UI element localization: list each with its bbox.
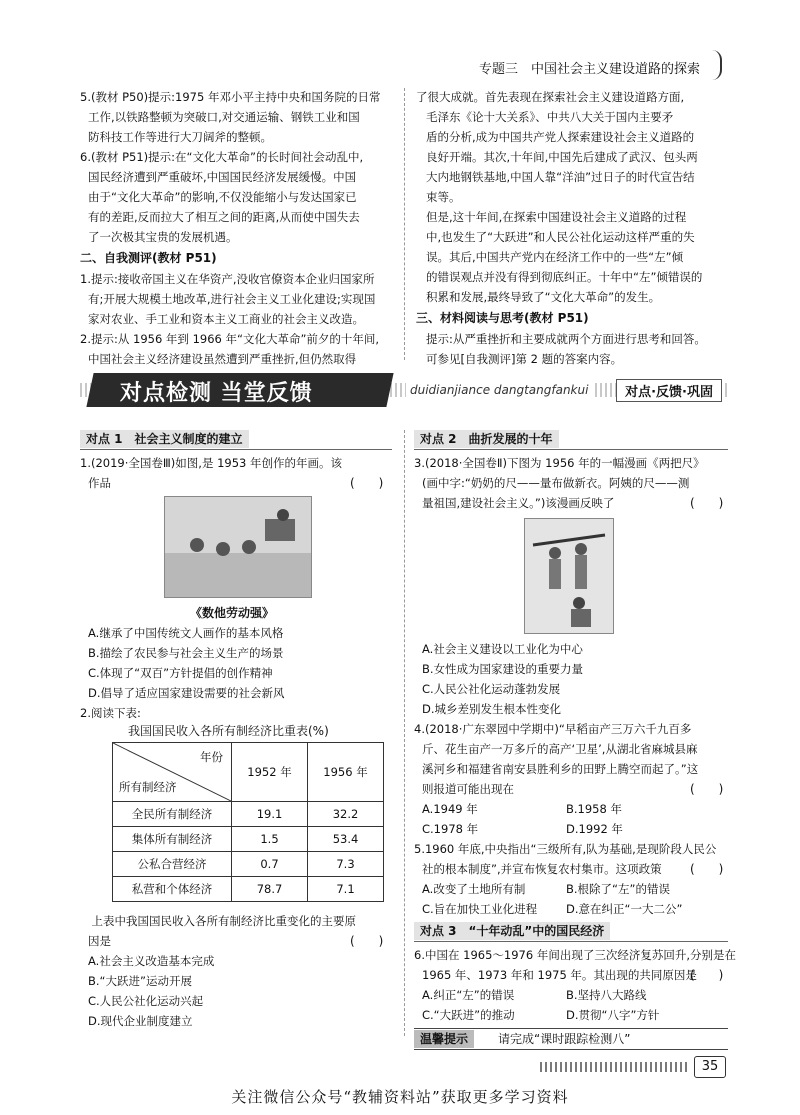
text-line: 由于“文化大革命”的影响,不仅没能缩小与发达国家已	[88, 190, 357, 204]
option: A.社会主义改造基本完成	[88, 954, 215, 968]
topic-heading: 对点 1 社会主义制度的建立	[80, 430, 249, 448]
row-label: 集体所有制经济	[113, 827, 232, 852]
text-line: 中,也发生了“大跃进”和人民公社化运动这样严重的失	[426, 230, 695, 244]
topic-underline	[80, 449, 392, 450]
cell-value: 7.3	[308, 852, 384, 877]
option: B.女性成为国家建设的重要力量	[422, 662, 584, 676]
question-line: 2.阅读下表:	[80, 706, 141, 720]
question-line: 溪河乡和福建省南安县胜利乡的田野上腾空而起了。”这	[422, 762, 699, 776]
option: B.“大跃进”运动开展	[88, 974, 192, 988]
topic-heading: 对点 2 曲折发展的十年	[414, 430, 559, 448]
ownership-table	[112, 742, 384, 902]
table-row	[113, 852, 384, 877]
woodcut-painting-image	[164, 496, 312, 598]
cell-value: 19.1	[232, 802, 308, 827]
question-line: 4.(2018·广东翠园中学期中)“早稻亩产三万六千九百多	[414, 722, 692, 736]
question-line: 量祖国,建设社会主义。”)该漫画反映了	[422, 496, 615, 510]
option: D.1992 年	[566, 822, 623, 836]
text-line: 的错误观点并没有得到彻底纠正。十年中“左”倾错误的	[426, 270, 703, 284]
text-line: 可参见[自我测评]第 2 题的答案内容。	[426, 352, 623, 366]
topic-underline	[414, 449, 728, 450]
table-header-row	[113, 743, 384, 802]
header-title: 专题三 中国社会主义建设道路的探索	[478, 62, 700, 77]
option: D.现代企业制度建立	[88, 1014, 193, 1028]
image-caption: 《数他劳动强》	[190, 606, 275, 620]
text-line: 提示:从严重挫折和主要成就两个方面进行思考和回答。	[426, 332, 706, 346]
column-divider	[404, 430, 405, 1036]
cell-value: 0.7	[232, 852, 308, 877]
page-number: 35	[694, 1056, 726, 1078]
footer-stripe	[540, 1062, 688, 1072]
answer-blank: ( )	[350, 476, 384, 490]
option: A.改变了土地所有制	[422, 882, 526, 896]
question-line: 作品	[88, 476, 111, 490]
header-type: 所有制经济	[119, 780, 177, 794]
text-line: 工作,以铁路整顿为突破口,对交通运输、钢铁工业和国	[88, 110, 360, 124]
option: A.继承了中国传统文人画作的基本风格	[88, 626, 284, 640]
option: D.倡导了适应国家建设需要的社会新风	[88, 686, 285, 700]
question-line: (画中字:“奶奶的尺——量布做新衣。阿姨的尺——测	[422, 476, 690, 490]
topic-underline	[414, 941, 728, 942]
text-line: 大内地钢铁基地,中国人靠“洋油”过日子的时代宣告结	[426, 170, 695, 184]
text-line: 良好开端。其次,十年间,中国先后建成了武汉、包头两	[426, 150, 698, 164]
answer-blank: ( )	[350, 934, 384, 948]
option: A.社会主义建设以工业化为中心	[422, 642, 583, 656]
text-line: 盾的分析,成为中国共产党人探索建设社会主义道路的	[426, 130, 695, 144]
cell-value: 7.1	[308, 877, 384, 902]
table-row	[113, 802, 384, 827]
text-line: 有的差距,反而拉大了相互之间的距离,从而使中国失去	[88, 210, 360, 224]
question-line: 6.中国在 1965～1976 年间出现了三次经济复苏回升,分别是在	[414, 948, 736, 962]
question-line: 1965 年、1973 年和 1975 年。其出现的共同原因是	[422, 968, 697, 982]
text-line: 1.提示:接收帝国主义在华资产,没收官僚资本企业归国家所	[80, 272, 375, 286]
option: A.1949 年	[422, 802, 478, 816]
option: C.人民公社化运动兴起	[88, 994, 204, 1008]
option: B.根除了“左”的错误	[566, 882, 670, 896]
text-line: 6.(教材 P51)提示:在“文化大革命”的长时间社会动乱中,	[80, 150, 364, 164]
tip-text: 请完成“课时跟踪检测八”	[498, 1032, 631, 1046]
text-line: 误。其后,中国共产党内在经济工作中的一些“左”倾	[426, 250, 684, 264]
option: D.城乡差别发生根本性变化	[422, 702, 562, 716]
row-label: 私营和个体经济	[113, 877, 232, 902]
option: C.“大跃进”的推动	[422, 1008, 515, 1022]
question-line: 3.(2018·全国卷Ⅱ)下图为 1956 年的一幅漫画《两把尺》	[414, 456, 705, 470]
option: C.1978 年	[422, 822, 479, 836]
question-line: 1.(2019·全国卷Ⅲ)如图,是 1953 年创作的年画。该	[80, 456, 343, 470]
banner-title: 对点检测 当堂反馈	[120, 381, 313, 406]
cell-value: 1.5	[232, 827, 308, 852]
question-line: 上表中我国国民收入各所有制经济比重变化的主要原	[80, 914, 356, 928]
option: D.贯彻“八字”方针	[566, 1008, 660, 1022]
section-banner	[80, 373, 728, 407]
table-title: 我国国民收入各所有制经济比重表(%)	[128, 724, 329, 738]
banner-pinyin: duidianjiance dangtangfankui	[406, 383, 592, 397]
question-line: 5.1960 年底,中央指出“三级所有,队为基础,是现阶段人民公	[414, 842, 717, 856]
option: A.纠正“左”的错误	[422, 988, 515, 1002]
text-line: 束等。	[426, 190, 461, 204]
text-line: 5.(教材 P50)提示:1975 年邓小平主持中央和国务院的日常	[80, 90, 381, 104]
table-row	[113, 877, 384, 902]
answer-blank: ( )	[690, 496, 724, 510]
section-heading: 三、材料阅读与思考(教材 P51)	[416, 311, 589, 325]
text-line: 积累和发展,最终导致了“文化大革命”的发生。	[426, 290, 661, 304]
section-heading: 二、自我测评(教材 P51)	[80, 251, 217, 265]
tip-box	[414, 1028, 728, 1050]
banner-tagline: 对点·反馈·巩固	[616, 379, 722, 402]
question-line: 社的根本制度”,并宣布恢复农村集市。这项政策	[422, 862, 662, 876]
cell-value: 78.7	[232, 877, 308, 902]
option: C.体现了“双百”方针提倡的创作精神	[88, 666, 273, 680]
option: C.人民公社化运动蓬勃发展	[422, 682, 561, 696]
text-line: 2.提示:从 1956 年到 1966 年“文化大革命”前夕的十年间,	[80, 332, 380, 346]
header-year: 年份	[200, 750, 223, 764]
question-line: 斤、花生亩产一万多斤的高产‘卫星’,从湖北省麻城县麻	[422, 742, 698, 756]
question-line: 因是	[88, 934, 111, 948]
text-line: 防科技工作等进行大刀阔斧的整顿。	[88, 130, 272, 144]
table-corner-cell	[113, 743, 232, 802]
cell-value: 53.4	[308, 827, 384, 852]
topic-heading: 对点 3 “十年动乱”中的国民经济	[414, 922, 610, 940]
option: B.1958 年	[566, 802, 622, 816]
text-line: 了一次极其宝贵的发展机遇。	[88, 230, 238, 244]
page-header	[80, 54, 728, 80]
answer-blank: ( )	[690, 782, 724, 796]
question-line: 则报道可能出现在	[422, 782, 514, 796]
option: B.坚持八大路线	[566, 988, 647, 1002]
row-label: 公私合营经济	[113, 852, 232, 877]
text-line: 有;开展大规模土地改革,进行社会主义工业化建设;实现国	[88, 292, 376, 306]
answer-blank: ( )	[690, 968, 724, 982]
row-label: 全民所有制经济	[113, 802, 232, 827]
cell-value: 32.2	[308, 802, 384, 827]
answer-blank: ( )	[690, 862, 724, 876]
header-bracket	[712, 50, 722, 80]
option: B.描绘了农民参与社会主义生产的场景	[88, 646, 284, 660]
option: D.意在纠正“一大二公”	[566, 902, 683, 916]
year-header: 1956 年	[308, 743, 384, 802]
option: C.旨在加快工业化进程	[422, 902, 538, 916]
cartoon-two-rulers-image	[524, 518, 614, 634]
tip-label: 温馨提示	[414, 1030, 474, 1048]
text-line: 国民经济遭到严重破坏,中国国民经济发展缓慢。中国	[88, 170, 357, 184]
column-divider	[404, 88, 405, 360]
text-line: 但是,这十年间,在探索中国建设社会主义道路的过程	[426, 210, 687, 224]
text-line: 了很大成就。首先表现在探索社会主义建设道路方面,	[416, 90, 685, 104]
text-line: 毛泽东《论十大关系》、中共八大关于国内主要矛	[426, 110, 674, 124]
footer-promo-text: 关注微信公众号“教辅资料站”获取更多学习资料	[231, 1088, 569, 1106]
table-row	[113, 827, 384, 852]
year-header: 1952 年	[232, 743, 308, 802]
text-line: 中国社会主义经济建设虽然遭到严重挫折,但仍然取得	[88, 352, 357, 366]
text-line: 家对农业、手工业和资本主义工商业的社会主义改造。	[88, 312, 364, 326]
